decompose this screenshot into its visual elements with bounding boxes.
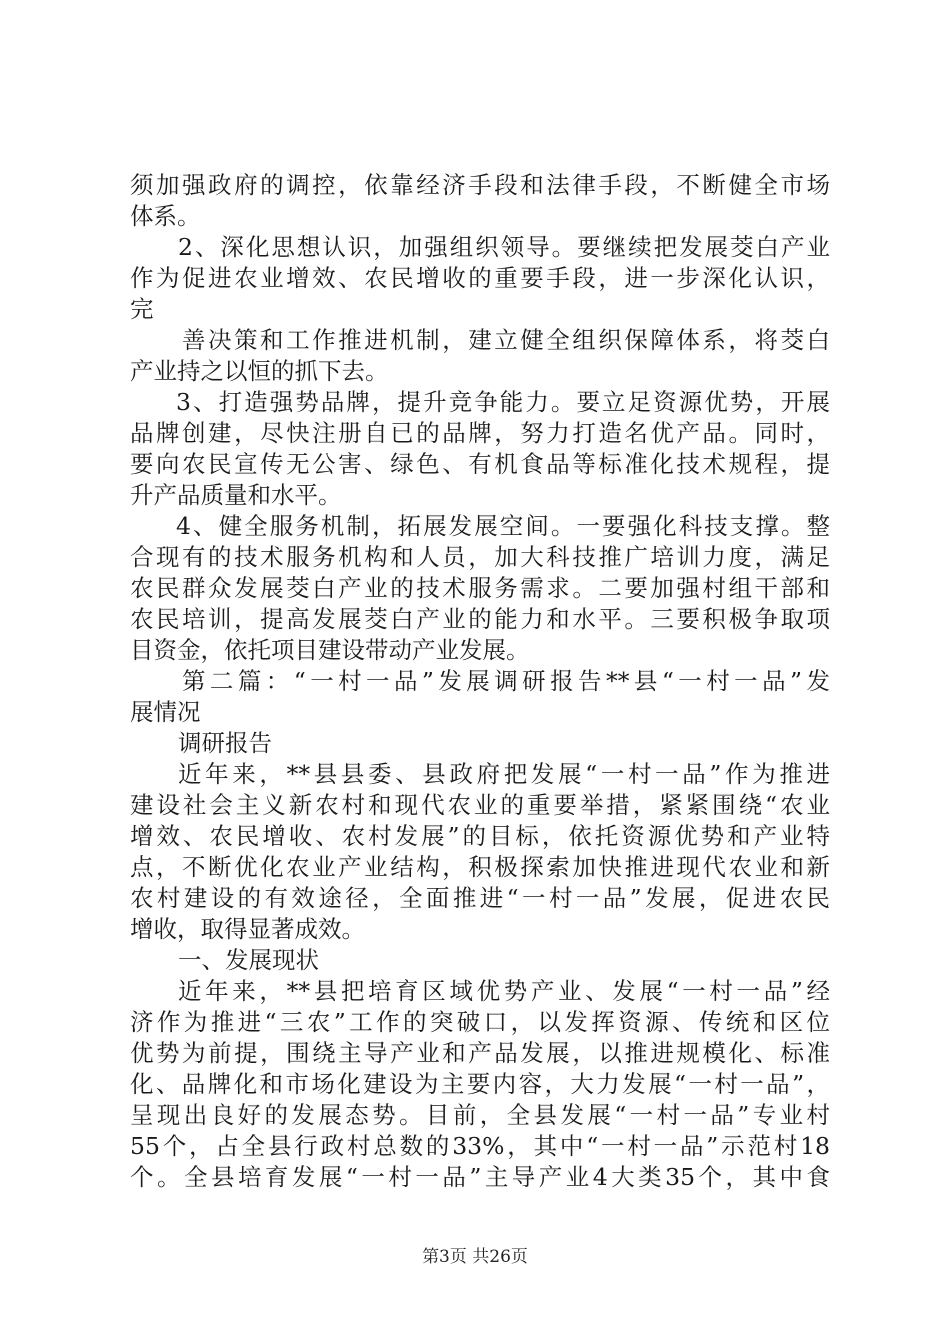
text-line: 呈现出良好的发展态势。目前，全县发展“一村一品”专业村 [130,1101,830,1129]
text-line: 4、健全服务机制，拓展发展空间。一要强化科技支撑。整 [176,512,830,540]
text-line: 近年来，**县把培育区域优势产业、发展“一村一品”经 [178,977,830,1005]
text-line: 要向农民宣传无公害、绿色、有机食品等标准化技术规程，提 [130,450,830,478]
paragraph [130,325,830,387]
paragraph [130,976,830,1193]
text-line: 点，不断优化农业产业结构，积极探索加快推进现代农业和新 [130,853,830,881]
text-line: 完 [130,295,154,323]
paragraph [130,511,830,666]
text-line: 一、发展现状 [178,946,319,974]
text-line: 须加强政府的调控，依靠经济手段和法律手段，不断健全市场 [130,171,830,199]
text-line: 农民群众发展茭白产业的技术服务需求。二要加强村组干部和 [130,574,830,602]
text-line: 济作为推进“三农”工作的突破口，以发挥资源、传统和区位 [130,1008,830,1036]
paragraph [130,666,830,728]
text-line: 55个，占全县行政村总数的33%，其中“一村一品”示范村18 [130,1132,830,1160]
text-line: 品牌创建，尽快注册自已的品牌，努力打造名优产品。同时， [130,419,830,447]
document-body [130,170,830,1193]
paragraph [130,232,830,325]
text-line: 升产品质量和水平。 [130,481,342,509]
text-line: 体系。 [130,202,201,230]
paragraph [130,387,830,511]
text-line: 增收，取得显著成效。 [130,915,365,943]
text-line: 展情况 [130,698,201,726]
text-line: 作为促进农业增效、农民增收的重要手段，进一步深化认识， [130,264,830,292]
text-line: 化、品牌化和市场化建设为主要内容，大力发展“一村一品”， [130,1070,830,1098]
text-line: 第二篇：“一村一品”发展调研报告**县“一村一品”发 [182,667,830,695]
paragraph [130,170,830,232]
text-line: 2、深化思想认识，加强组织领导。要继续把发展茭白产业 [178,233,830,261]
text-line: 个。全县培育发展“一村一品”主导产业4大类35个，其中食 [130,1163,830,1191]
text-line: 目资金，依托项目建设带动产业发展。 [130,636,530,664]
paragraph [130,945,830,976]
text-line: 增效、农民增收、农村发展”的目标，依托资源优势和产业特 [130,822,830,850]
paragraph [130,728,830,759]
paragraph [130,759,830,945]
text-line: 建设社会主义新农村和现代农业的重要举措，紧紧围绕“农业 [130,791,830,819]
text-line: 调研报告 [178,729,272,757]
text-line: 农民培训，提高发展茭白产业的能力和水平。三要积极争取项 [130,605,830,633]
text-line: 善决策和工作推进机制，建立健全组织保障体系，将茭白 [182,326,830,354]
text-line: 近年来，**县县委、县政府把发展“一村一品”作为推进 [178,760,830,788]
text-line: 优势为前提，围绕主导产业和产品发展，以推进规模化、标准 [130,1039,830,1067]
page-footer: 第3页 共26页 [422,1247,528,1267]
text-line: 农村建设的有效途径，全面推进“一村一品”发展，促进农民 [130,884,830,912]
text-line: 合现有的技术服务机构和人员，加大科技推广培训力度，满足 [130,543,830,571]
text-line: 3、打造强势品牌，提升竞争能力。要立足资源优势，开展 [176,388,830,416]
text-line: 产业持之以恒的抓下去。 [130,357,389,385]
